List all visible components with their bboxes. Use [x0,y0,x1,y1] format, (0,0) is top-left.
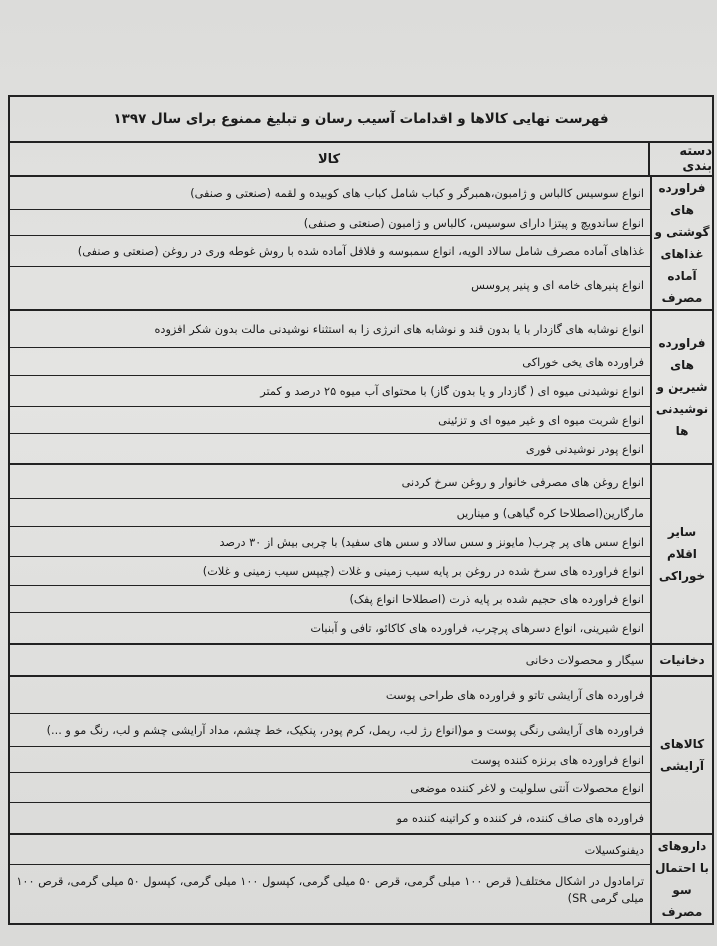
group-tobacco [10,645,712,677]
group-sweets-drinks [10,311,712,465]
document-table [8,95,714,925]
document-title: فهرست نهایی کالاها و اقدامات آسیب رسان و تبلیغ ممنوع برای سال ۱۳۹۷ [10,97,712,143]
group-cosmetics [10,677,712,835]
category-cell: کالاهای آرایشی [650,677,712,833]
list-item: فراورده های یخی خوراکی [10,348,650,376]
category-cell: سایر اقلام خوراکی [650,465,712,643]
list-item: انواع پودر نوشیدنی فوری [525,442,644,456]
category-cell: فراورده های گوشتی و غذاهای آماده مصرف [650,177,712,309]
list-item: انواع سوسیس کالباس و ژامبون،همبرگر و کباب شامل کباب های کوبیده و لقمه (صنعتی و صنفی) [10,177,650,210]
list-item: انواع فراورده های حجیم شده بر پایه ذرت (اصطلاحا انواع پفک) [10,586,650,613]
list-item: سیگار و محصولات دخانی [525,654,644,667]
list-item: انواع ساندویچ و پیتزا دارای سوسیس، کالباس و ژامبون (صنعتی و صنفی) [10,210,650,236]
list-item: ترامادول در اشکال مختلف( قرص ۱۰۰ میلی گرمی، قرص ۵۰ میلی گرمی، کپسول ۱۰۰ میلی گرمی، کپسول ۵۰ میلی گرمی، قرص ۱۰۰ میلی گرمی SR) [16,875,644,905]
list-item: انواع پنیرهای خامه ای و پنیر پروسس [471,278,644,292]
group-drugs [10,835,712,923]
header-item: کالا [317,151,341,167]
list-item: انواع فراورده های سرخ شده در روغن بر پایه سیب زمینی و غلات (چیپس سیب زمینی و غلات) [10,557,650,586]
group-meat-products [10,177,712,311]
list-item: انواع روغن های مصرفی خانوار و روغن سرخ کردنی [10,465,650,499]
list-item: انواع فراورده های برنزه کننده پوست [10,747,650,773]
list-item: انواع شربت میوه ای و غیر میوه ای و تزئینی [10,407,650,434]
group-other-food [10,465,712,645]
list-item: انواع سس های پر چرب( مایونز و سس سالاد و سس های سفید) با چربی بیش از ۳۰ درصد [10,527,650,557]
list-item: انواع محصولات آنتی سلولیت و لاغر کننده موضعی [10,773,650,803]
list-item: انواع نوشابه های گازدار با یا بدون قند و نوشابه های انرژی زا به استثناء نوشیدنی مالت بدون شکر افزوده [10,311,650,348]
table-header [10,143,712,177]
category-cell: فراورده های شیرین و نوشیدنی ها [650,311,712,463]
list-item: مارگارین(اصطلاحا کره گیاهی) و میناریں [10,499,650,527]
list-item: انواع نوشیدنی میوه ای ( گازدار و یا بدون گاز) با محتوای آب میوه ۲۵ درصد و کمتر [10,376,650,407]
list-item: دیفنوکسیلات [10,835,650,865]
list-item: غذاهای آماده مصرف شامل سالاد الویه، انواع سمبوسه و فلافل آماده شده با روش غوطه وری در روغن (صنعتی و صنفی) [10,236,650,267]
list-item: فراورده های آرایشی تاتو و فراورده های طراحی پوست [10,677,650,714]
category-cell: دخانیات [650,645,712,675]
list-item: فراورده های آرایشی رنگی پوست و مو(انواع رژ لب، ریمل، کرم پودر، پنکیک، خط چشم، مداد آرایشی چشم و لب، رنگ مو و ...) [10,714,650,747]
list-item: فراورده های صاف کننده، فر کننده و کراتینه کننده مو [396,812,644,825]
header-category: دسته بندی [648,143,712,175]
list-item: انواع شیرینی، انواع دسرهای پرچرب، فراورده های کاکائو، تافی و آبنبات [310,622,644,635]
category-cell: داروهای با احتمال سو مصرف [650,835,712,923]
